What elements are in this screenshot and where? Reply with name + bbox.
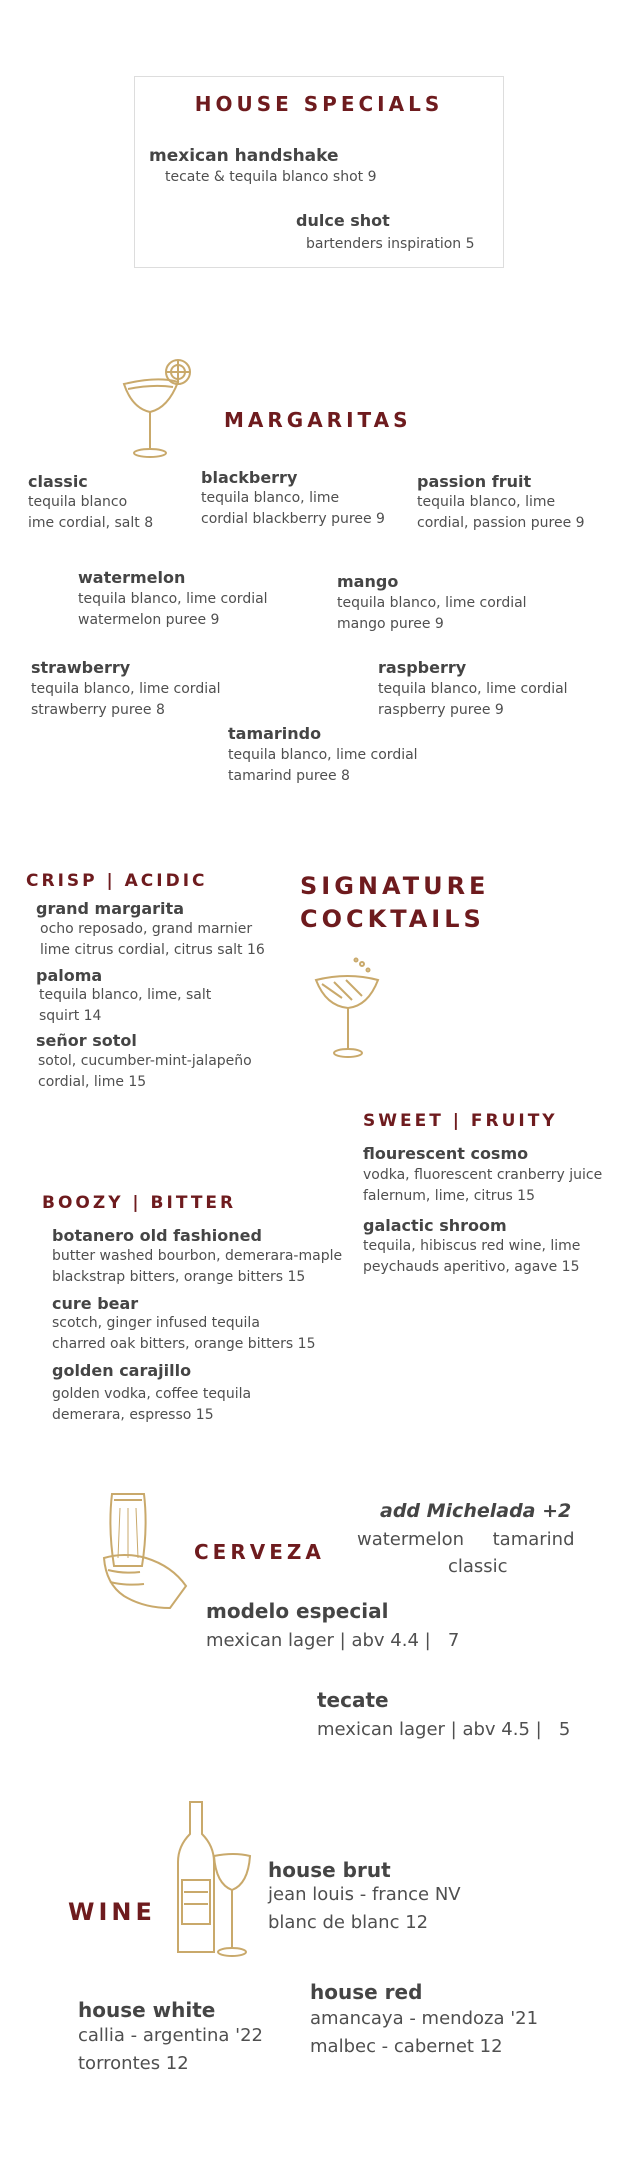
margarita-desc-watermelon: tequila blanco, lime cordial watermelon puree 9 (78, 591, 268, 628)
cocktail-desc-paloma: tequila blanco, lime, salt squirt 14 (39, 987, 212, 1024)
special-name-mexican-handshake: mexican handshake (149, 146, 339, 166)
beer-desc-tecate: mexican lager | abv 4.5 | 5 (317, 1719, 571, 1740)
wine-bottle-glass-icon (176, 1800, 256, 1960)
michelada-option-classic: classic (448, 1556, 508, 1577)
margarita-name-watermelon: watermelon (78, 568, 186, 587)
beer-glass-hand-icon (94, 1488, 194, 1620)
special-desc-dulce-shot: bartenders inspiration 5 (306, 236, 475, 252)
cocktail-desc-grand-margarita: ocho reposado, grand marnier lime citrus cordial, citrus salt 16 (40, 921, 265, 958)
cocktail-name-senor-sotol: señor sotol (36, 1031, 137, 1050)
signature-title-line2: COCKTAILS (300, 905, 485, 933)
signature-title-line1: SIGNATURE (300, 872, 490, 900)
cocktail-name-botanero-old-fashioned: botanero old fashioned (52, 1226, 262, 1245)
wine-desc-house-red: amancaya - mendoza '21 malbec - cabernet 12 (310, 2008, 539, 2057)
margarita-desc-classic: tequila blanco ime cordial, salt 8 (28, 494, 154, 531)
cocktail-desc-flourescent-cosmo: vodka, fluorescent cranberry juice falernum, lime, citrus 15 (363, 1167, 603, 1204)
cocktail-name-grand-margarita: grand margarita (36, 899, 184, 918)
margarita-name-passion-fruit: passion fruit (417, 472, 532, 491)
wine-desc-house-white: callia - argentina '22 torrontes 12 (78, 2025, 263, 2074)
wine-title: WINE (68, 1898, 156, 1926)
margarita-name-mango: mango (337, 572, 399, 591)
cocktail-name-golden-carajillo: golden carajillo (52, 1361, 192, 1380)
cocktail-desc-senor-sotol: sotol, cucumber-mint-jalapeño cordial, lime 15 (38, 1053, 252, 1090)
wine-name-house-red: house red (310, 1980, 423, 2004)
michelada-label: add Michelada +2 (380, 1500, 572, 1522)
beer-name-modelo-especial: modelo especial (206, 1599, 389, 1623)
wine-desc-house-brut: jean louis - france NV blanc de blanc 12 (268, 1884, 461, 1933)
beer-desc-modelo-especial: mexican lager | abv 4.4 | 7 (206, 1630, 460, 1651)
margarita-desc-blackberry: tequila blanco, lime cordial blackberry puree 9 (201, 490, 385, 527)
house-specials-title: HOUSE SPECIALS (194, 92, 444, 116)
cocktail-name-paloma: paloma (36, 966, 103, 985)
wine-name-house-white: house white (78, 1998, 216, 2022)
margarita-desc-mango: tequila blanco, lime cordial mango puree 9 (337, 595, 527, 632)
boozy-bitter-title: BOOZY | BITTER (42, 1193, 237, 1213)
margarita-name-tamarindo: tamarindo (228, 724, 322, 743)
michelada-options: watermelon tamarind (357, 1529, 575, 1550)
sweet-fruity-title: SWEET | FRUITY (363, 1111, 558, 1131)
special-name-dulce-shot: dulce shot (296, 211, 390, 230)
coupe-glass-icon (312, 958, 386, 1062)
cerveza-title: CERVEZA (194, 1540, 325, 1564)
margarita-desc-passion-fruit: tequila blanco, lime cordial, passion puree 9 (417, 494, 585, 531)
cocktail-desc-golden-carajillo: golden vodka, coffee tequila demerara, espresso 15 (52, 1386, 252, 1423)
beer-name-tecate: tecate (317, 1688, 389, 1712)
margarita-desc-tamarindo: tequila blanco, lime cordial tamarind puree 8 (228, 747, 418, 784)
cocktail-desc-galactic-shroom: tequila, hibiscus red wine, lime peychauds aperitivo, agave 15 (363, 1238, 581, 1275)
cocktail-name-galactic-shroom: galactic shroom (363, 1216, 507, 1235)
margaritas-title: MARGARITAS (224, 408, 412, 432)
crisp-acidic-title: CRISP | ACIDIC (26, 871, 208, 891)
cocktail-name-flourescent-cosmo: flourescent cosmo (363, 1144, 529, 1163)
wine-name-house-brut: house brut (268, 1858, 391, 1882)
margarita-name-blackberry: blackberry (201, 468, 298, 487)
margarita-desc-strawberry: tequila blanco, lime cordial strawberry puree 8 (31, 681, 221, 718)
margarita-desc-raspberry: tequila blanco, lime cordial raspberry puree 9 (378, 681, 568, 718)
cocktail-desc-cure-bear: scotch, ginger infused tequila charred oak bitters, orange bitters 15 (52, 1315, 316, 1352)
margarita-name-raspberry: raspberry (378, 658, 467, 677)
margarita-glass-icon (118, 356, 196, 464)
cocktail-name-cure-bear: cure bear (52, 1294, 139, 1313)
margarita-name-strawberry: strawberry (31, 658, 131, 677)
special-desc-mexican-handshake: tecate & tequila blanco shot 9 (165, 169, 377, 185)
margarita-name-classic: classic (28, 472, 88, 491)
cocktail-desc-botanero-old-fashioned: butter washed bourbon, demerara-maple blackstrap bitters, orange bitters 15 (52, 1248, 343, 1285)
